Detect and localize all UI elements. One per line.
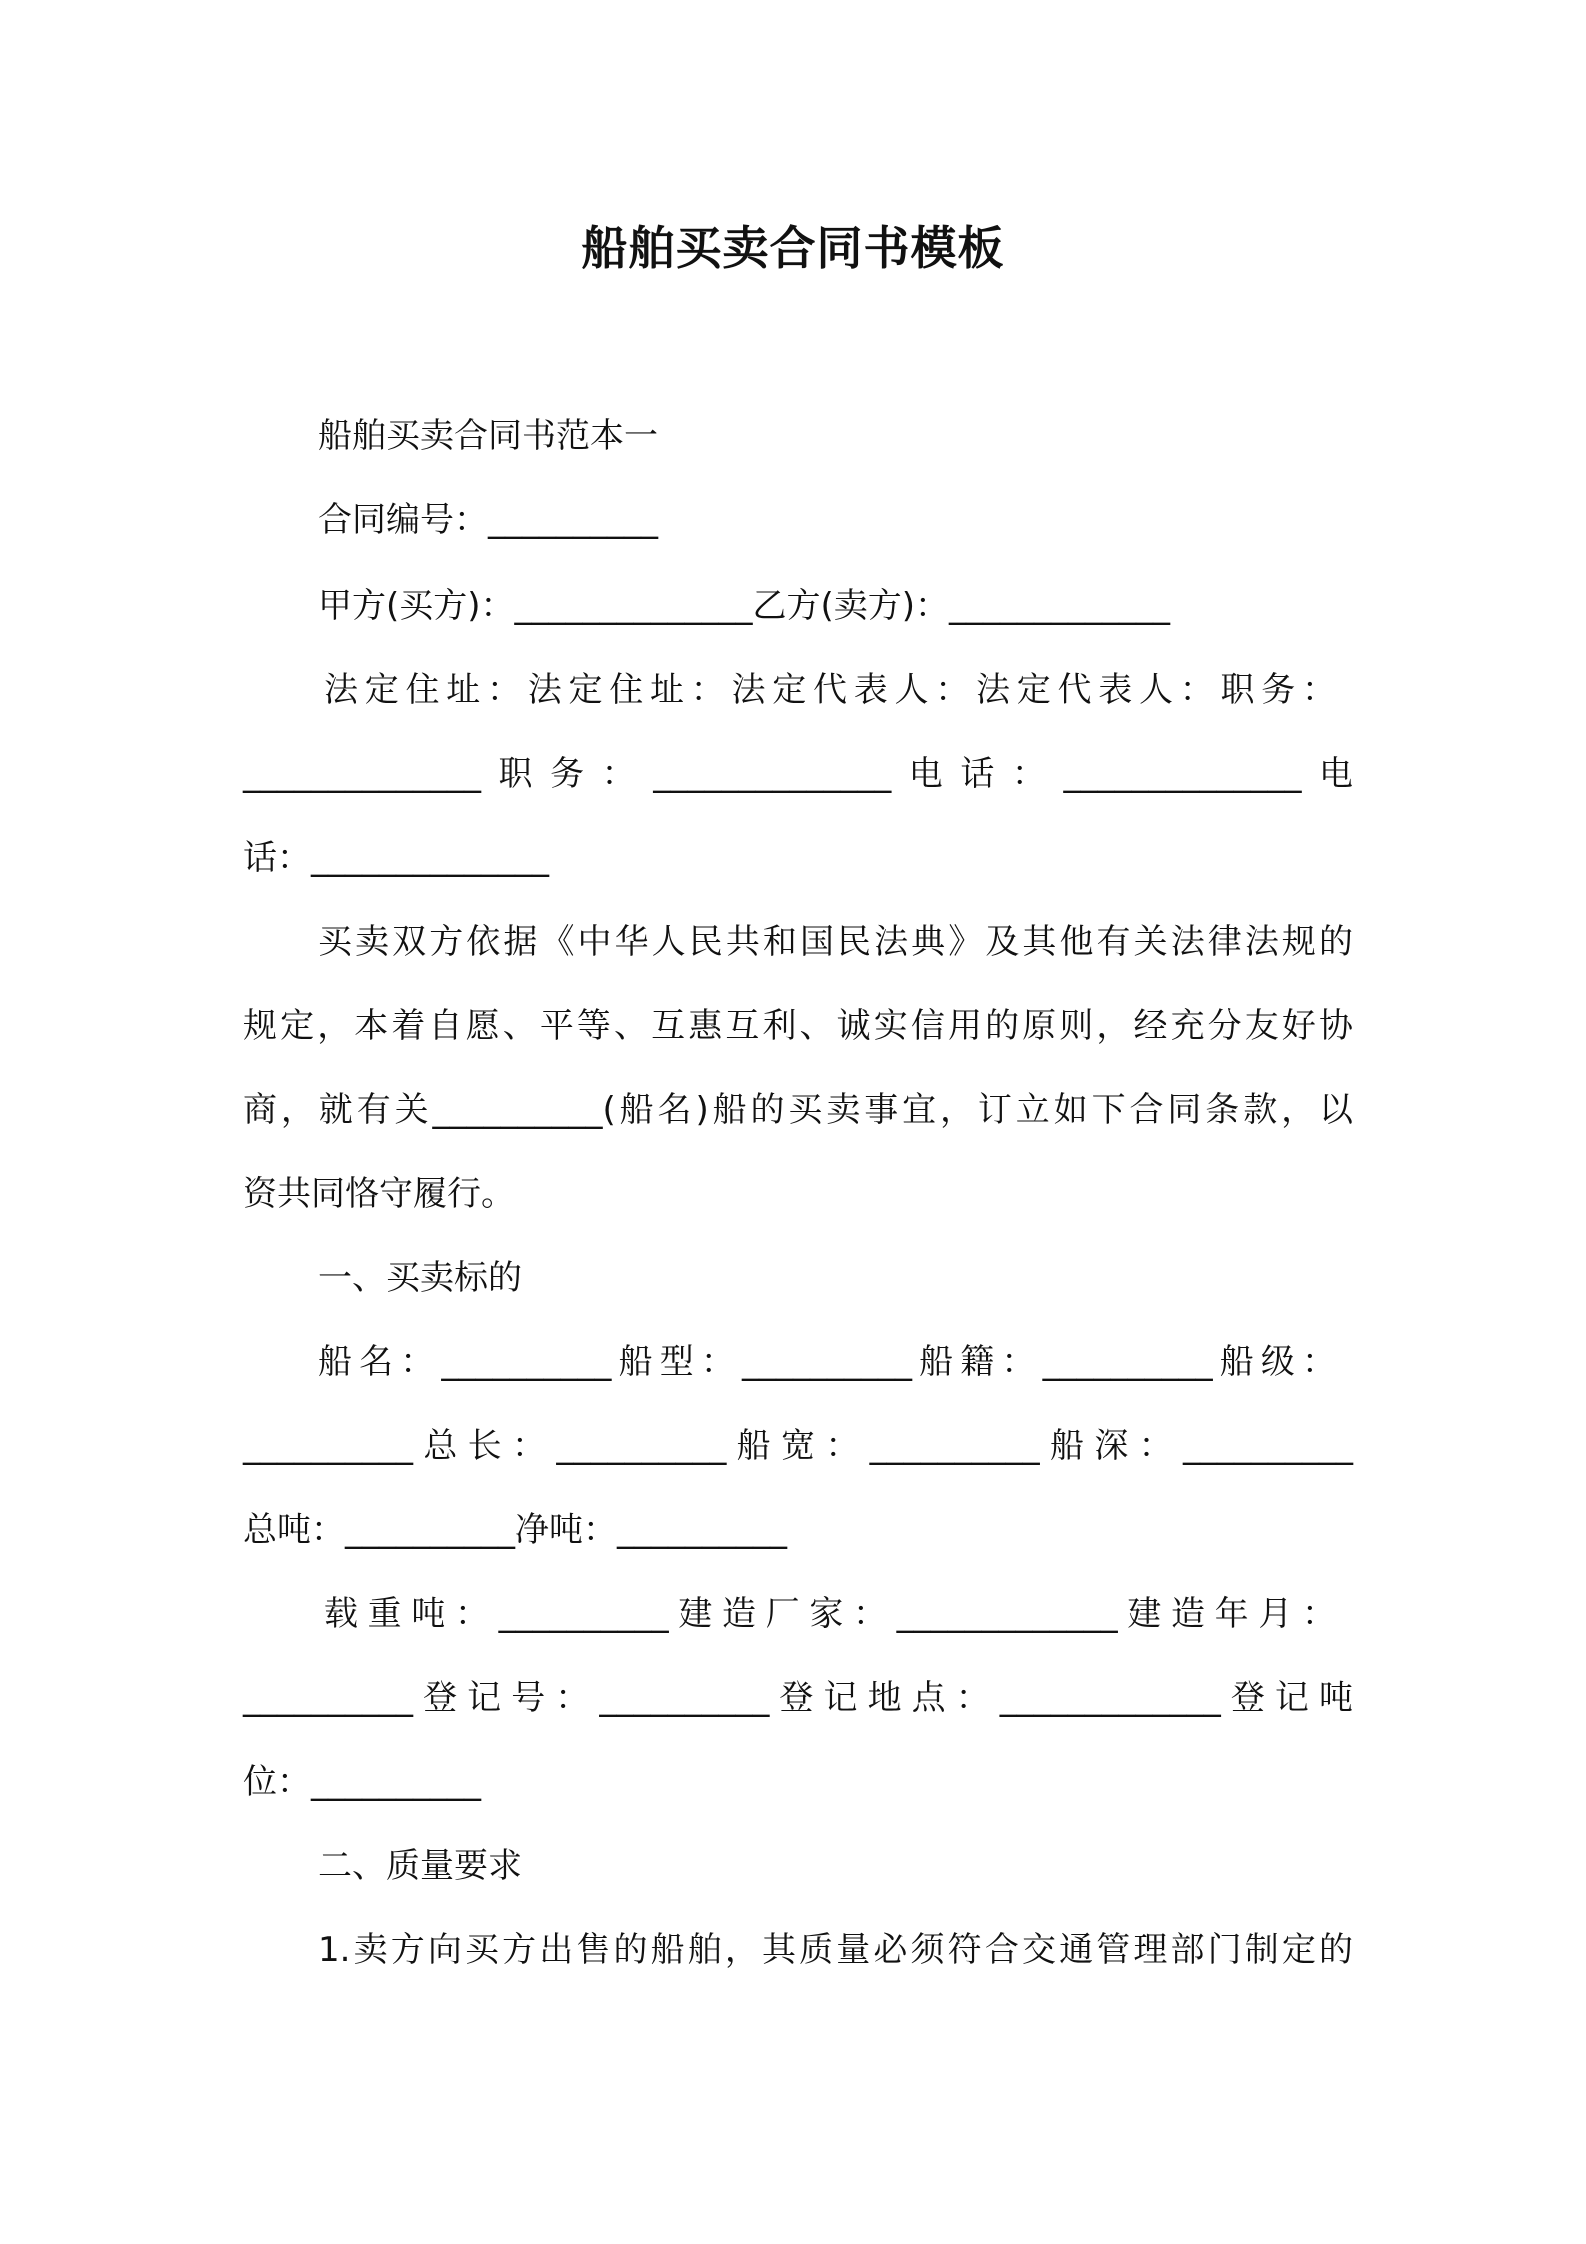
preamble-line-2: 规定，本着自愿、平等、互惠互利、诚实信用的原则，经充分友好协 [243, 1006, 1353, 1046]
vessel-details-line-6: 位：__________ [243, 1762, 481, 1802]
party-details-line-3: 话：______________ [243, 838, 549, 878]
party-details-line-1: 法定住址：法定住址：法定代表人：法定代表人：职务： [324, 670, 1336, 710]
parties-line: 甲方(买方)：______________乙方(卖方)：_____________ [318, 586, 1171, 626]
preamble-line-1: 买卖双方依据《中华人民共和国民法典》及其他有关法律法规的 [318, 922, 1353, 962]
vessel-details-line-4: 载重吨：__________建造厂家：_____________建造年月： [324, 1594, 1336, 1634]
document-title: 船舶买卖合同书模板 [581, 221, 1005, 275]
vessel-details-line-3: 总吨：__________净吨：__________ [243, 1510, 787, 1550]
section-heading-1: 一、买卖标的 [318, 1258, 522, 1298]
section-heading-2: 二、质量要求 [318, 1846, 522, 1886]
vessel-details-line-2: __________总长：__________船宽：__________船深：__________ [243, 1426, 1353, 1466]
template-subtitle: 船舶买卖合同书范本一 [318, 416, 658, 456]
preamble-line-4: 资共同恪守履行。 [243, 1174, 515, 1214]
preamble-line-3: 商，就有关__________(船名)船的买卖事宜，订立如下合同条款，以 [243, 1090, 1353, 1130]
party-details-line-2: ______________职务：______________电话：______________电 [243, 754, 1353, 794]
vessel-details-line-5: __________登记号：__________登记地点：_____________登记吨 [243, 1678, 1353, 1718]
vessel-details-line-1: 船名：__________船型：__________船籍：__________船级： [318, 1342, 1336, 1382]
quality-clause-line-1: 1.卖方向买方出售的船舶，其质量必须符合交通管理部门制定的 [318, 1930, 1353, 1970]
contract-number-line: 合同编号：__________ [318, 500, 658, 540]
